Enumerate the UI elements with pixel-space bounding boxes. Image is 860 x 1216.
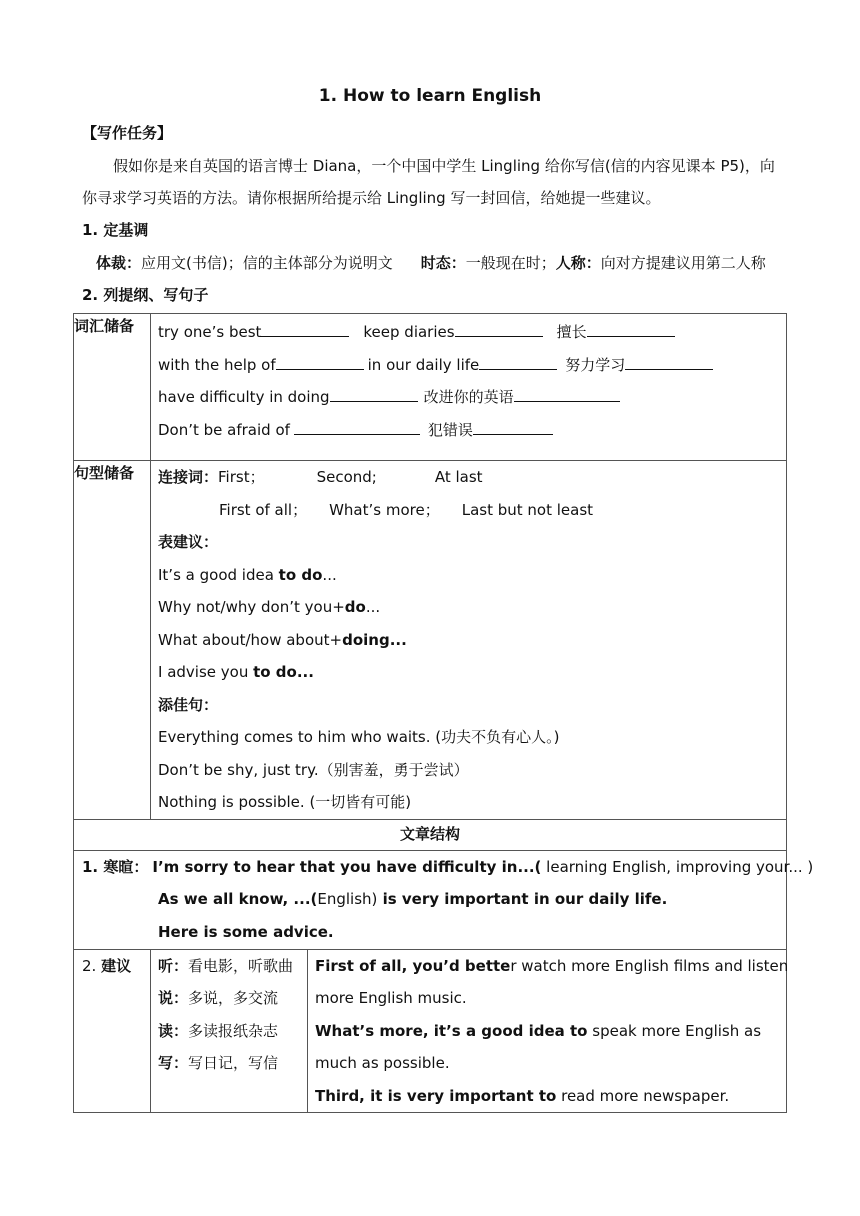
person-label: 人称： [555, 254, 601, 272]
skill-key: 读： [158, 1021, 189, 1040]
skill-key: 说： [158, 989, 189, 1007]
outline-table [73, 313, 814, 1113]
sample-line [308, 1080, 786, 1113]
advice-label-cell [74, 949, 151, 1113]
connectors-line-1 [151, 461, 786, 494]
sample-bold: Third, it is very important to [315, 1086, 557, 1105]
tone-line [96, 252, 766, 274]
connector: First； [218, 468, 265, 486]
good-sentence: Don’t be shy, just try.（别害羞，勇于尝试） [158, 760, 469, 779]
blank [479, 355, 557, 370]
vocab-line-2 [151, 349, 786, 382]
sample-text: read more newspaper. [556, 1086, 730, 1105]
greeting-line-3: Here is some advice. [158, 922, 334, 941]
skill-value: 多读报纸杂志 [188, 1021, 279, 1040]
vocab-item: with the help of [158, 355, 276, 374]
advice-text: It’s a good idea [158, 565, 279, 584]
skill-key: 听： [158, 956, 189, 975]
blank [587, 322, 675, 337]
advice-text: I advise you [158, 663, 254, 681]
vocab-item: keep diaries [363, 323, 455, 341]
advice-bold: to do [278, 565, 323, 584]
greeting-row [74, 850, 787, 949]
skill-item [151, 950, 307, 983]
greeting-line-1 [74, 851, 814, 884]
advice-line [151, 656, 786, 689]
advice-section-label: 建议 [101, 956, 132, 975]
advice-row [74, 949, 787, 1113]
tense-value: 一般现在时； [465, 254, 556, 272]
advice-line [151, 624, 786, 657]
vocab-line-3 [151, 381, 786, 414]
greeting-text: learning English, improving your... ) [541, 857, 814, 876]
task-line-1: 假如你是来自英国的语言博士 Diana，一个中国中学生 Lingling 给你写信(信的内容见课本 P5)，向 [113, 157, 775, 175]
advice-text: Why not/why don’t you+ [158, 598, 345, 616]
connectors-line-2 [151, 494, 786, 527]
connector: At last [434, 468, 483, 486]
vocab-item: 努力学习 [565, 355, 626, 374]
advice-bold: do [344, 598, 366, 616]
greeting-bold: As we all know, ...( [158, 890, 318, 908]
connectors-label: 连接词： [158, 468, 219, 486]
blank [330, 387, 418, 402]
page-title: 1. How to learn English [318, 86, 542, 106]
sample-text: speak more English as [587, 1021, 762, 1040]
good-sentences-label: 添佳句： [158, 695, 219, 714]
sample-line [308, 950, 789, 983]
person-value: 向对方提建议用第二人称 [600, 254, 766, 272]
vocab-label: 词汇储备 [74, 314, 151, 461]
skill-item [151, 1015, 307, 1048]
blank [294, 420, 420, 435]
sample-text: r watch more English films and listen [510, 956, 789, 975]
vocab-row [74, 314, 787, 461]
connector: First of all； [219, 500, 308, 519]
blank [261, 322, 349, 337]
blank [276, 355, 364, 370]
task-header: 【写作任务】 [82, 124, 173, 142]
sample-bold: First of all, you’d bette [315, 956, 511, 975]
tense-label: 时态： [420, 254, 466, 272]
advice-line [151, 591, 786, 624]
vocab-line-4 [151, 414, 786, 447]
vocab-item: have difficulty in doing [158, 388, 330, 406]
vocab-item: 改进你的英语 [423, 388, 514, 406]
good-sentence: Nothing is possible. (一切皆有可能) [158, 793, 412, 811]
blank [514, 387, 620, 402]
greeting-label: 1. 寒暄： [82, 857, 149, 876]
vocab-line-1 [151, 316, 786, 349]
vocab-item: try one’s best [158, 323, 262, 341]
structure-header-row [74, 819, 787, 850]
sample-line [308, 1015, 786, 1048]
advice-text: ... [365, 598, 381, 616]
skills-cell [151, 949, 308, 1113]
blank [625, 355, 713, 370]
skill-item [151, 982, 307, 1015]
good-sentence: Everything comes to him who waits. (功夫不负有心人。) [158, 728, 560, 746]
sample-line: more English music. [315, 989, 467, 1007]
advice-label: 表建议： [158, 533, 219, 551]
sample-line: much as possible. [315, 1054, 450, 1072]
skill-value: 多说，多交流 [188, 989, 279, 1007]
task-line-2: 你寻求学习英语的方法。请你根据所给提示给 Lingling 写一封回信，给她提一些建议。 [82, 189, 661, 207]
connector: What’s more； [329, 500, 440, 519]
skill-key: 写： [158, 1054, 189, 1072]
connector: Last but not least [461, 500, 594, 519]
genre-value: 应用文(书信)；信的主体部分为说明文 [141, 254, 393, 272]
greeting-text: English) [317, 890, 378, 908]
blank [473, 420, 553, 435]
vocab-item: in our daily life [367, 355, 480, 374]
advice-bold: to do... [253, 663, 314, 681]
connector: Second; [316, 468, 377, 486]
skill-value: 写日记，写信 [188, 1054, 279, 1072]
advice-text: ... [322, 565, 337, 584]
greeting-bold: I’m sorry to hear that you have difficulty in...( [152, 857, 542, 876]
advice-line [151, 559, 786, 592]
sentences-row [74, 461, 787, 820]
greeting-bold: is very important in our daily life. [377, 890, 668, 908]
sentences-label: 句型储备 [74, 461, 151, 820]
advice-bold: doing... [342, 630, 407, 649]
vocab-item: 擅长 [556, 323, 587, 341]
skill-value: 看电影，听歌曲 [188, 956, 294, 975]
genre-label: 体裁： [96, 254, 142, 272]
skill-item [151, 1047, 307, 1080]
greeting-line-2 [74, 883, 786, 916]
advice-number: 2. [82, 956, 102, 975]
step-1-heading: 1. 定基调 [82, 221, 149, 239]
vocab-item: Don’t be afraid of [158, 420, 290, 439]
step-2-heading: 2. 列提纲、写句子 [82, 286, 209, 304]
vocab-item: 犯错误 [427, 420, 473, 439]
advice-text: What about/how about+ [158, 630, 343, 649]
structure-header: 文章结构 [74, 819, 787, 850]
sample-cell [308, 949, 787, 1113]
blank [455, 322, 543, 337]
sample-bold: What’s more, it’s a good idea to [315, 1021, 588, 1040]
